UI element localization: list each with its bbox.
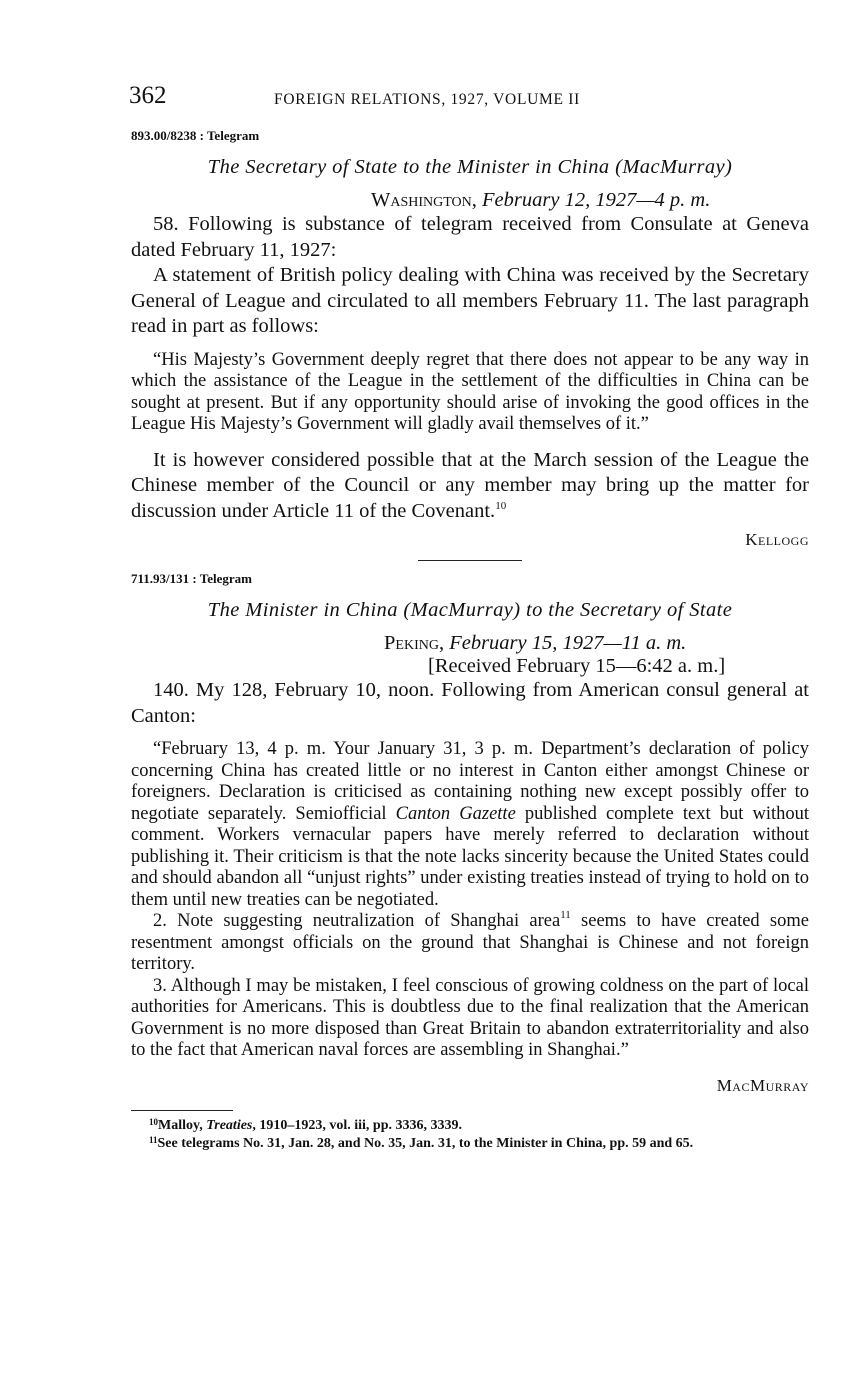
signature-1: Kellogg <box>745 530 809 549</box>
document-page <box>131 82 809 1151</box>
file-reference-2: 711.93/131 : Telegram <box>131 571 252 586</box>
dateline-place-1: Washington, <box>371 189 477 211</box>
paragraph: A statement of British policy dealing with China was received by the Secretary General of League and circulated to all members February 11. The last paragraph read in part as follows: <box>131 264 809 337</box>
footnote-marker: 10 <box>495 499 507 512</box>
paragraph <box>131 448 809 525</box>
footnote-divider <box>131 1110 233 1111</box>
quote-text: 2. Note suggesting neutralization of Shanghai area <box>153 911 561 931</box>
footnote-text: Malloy, <box>158 1117 207 1133</box>
quote-text: published complete text but without comment. Workers vernacular papers have merely referred to declaration without publishing it. Their criticism is that the note lacks sincerity because the United States could and should abandon all “unjust rights” under existing treaties instead of trying to hold on to them until new treaties can be negotiated. <box>131 803 809 910</box>
quote-italic-title: Canton Gazette <box>395 803 516 824</box>
running-header <box>131 82 809 118</box>
page-number: 362 <box>129 82 167 109</box>
document-heading-1: The Secretary of State to the Minister in China (MacMurray) <box>207 156 733 178</box>
dateline-1 <box>131 189 809 212</box>
dateline-date-2: February 15, 1927—11 a. m. <box>449 632 687 654</box>
paragraph: 140. My 128, February 10, noon. Following from American consul general at Canton: <box>131 679 809 727</box>
footnote-text: See telegrams No. 31, Jan. 28, and No. 35, Jan. 31, to the Minister in China, pp. 59 and 65. <box>157 1135 694 1151</box>
quote-text: seems to have created some resentment amongst officials on the ground that Shanghai is Chinese and not foreign territory. <box>131 911 809 974</box>
footnote <box>131 1133 809 1151</box>
footnote <box>131 1115 809 1133</box>
block-quote: “His Majesty’s Government deeply regret that there does not appear to be any way in which the assistance of the League in the settlement of the difficulties in China can be sought at present. But if any opportunity should arise of invoking the good offices in the League His Majesty’s Government will gladly avail themselves of it.” <box>131 349 809 434</box>
dateline-2 <box>131 632 809 655</box>
dateline-place-2: Peking, <box>384 632 445 654</box>
block-quote: 3. Although I may be mistaken, I feel conscious of growing coldness on the part of local authorities for Americans. This is doubtless due to the final realization that the American Government is no more disposed than Great Britain to abandon extraterritoriality and also to the fact that American naval forces are assembling in Shanghai.” <box>131 975 809 1060</box>
running-title: FOREIGN RELATIONS, 1927, VOLUME II <box>274 91 580 108</box>
quote-text: “February 13, 4 p. m. Your January 31, 3 p. m. Department’s declaration of policy concerning China has created little or no interest in Canton either amongst Chinese or foreigners. Declaration is criticised as containing nothing new except possibly offer to negotiate separately. Semiofficial <box>131 739 809 824</box>
footnote-italic: Treaties <box>206 1117 253 1133</box>
block-quote <box>131 739 809 911</box>
block-quote <box>131 911 809 976</box>
footnote-number: 11 <box>149 1134 158 1145</box>
footnote-marker: 11 <box>560 909 571 921</box>
paragraph: 58. Following is substance of telegram received from Consulate at Geneva dated February 11, 1927: <box>131 213 809 261</box>
footnote-text: , 1910–1923, vol. iii, pp. 3336, 3339. <box>252 1117 463 1133</box>
paragraph-text: It is however considered possible that at the March session of the League the Chinese member of the Council or any member may bring up the matter for discussion under Article 11 of the Covenant. <box>131 448 809 522</box>
section-divider <box>418 560 522 561</box>
file-reference-1: 893.00/8238 : Telegram <box>131 128 260 143</box>
received-line: [Received February 15—6:42 a. m.] <box>428 655 726 677</box>
document-heading-2: The Minister in China (MacMurray) to the Secretary of State <box>207 599 733 621</box>
dateline-date-1: February 12, 1927—4 p. m. <box>482 189 711 211</box>
footnote-number: 10 <box>149 1116 158 1127</box>
signature-2: MacMurray <box>716 1075 809 1095</box>
